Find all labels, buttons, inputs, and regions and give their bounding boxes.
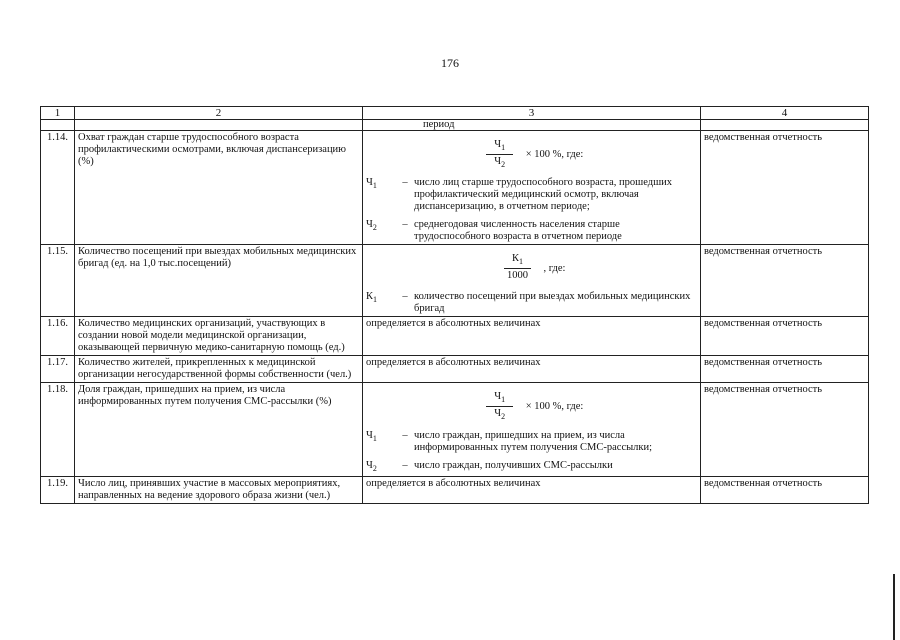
fraction-numerator [486, 138, 513, 155]
symbol-subscript: 1 [501, 143, 506, 153]
formula [366, 390, 697, 423]
data-source: ведомственная отчетность [701, 317, 869, 356]
fraction [480, 138, 520, 171]
symbol-subscript: 2 [501, 160, 506, 170]
fraction-denominator [494, 155, 505, 171]
row-number: 1.16. [41, 317, 75, 356]
definition-dash: – [402, 177, 408, 189]
definition [366, 291, 697, 315]
symbol: Ч [366, 429, 373, 441]
calculation-method: определяется в абсолютных величинах [363, 317, 701, 356]
indicators-table [40, 106, 869, 504]
symbol: Ч [494, 156, 502, 168]
row-number: 1.18. [41, 383, 75, 476]
header-row [41, 107, 869, 120]
symbol-subscript: 1 [373, 295, 378, 305]
row-number: 1.19. [41, 476, 75, 503]
continuation-text: период [363, 120, 701, 131]
fraction-denominator [507, 269, 528, 285]
definition-text: число лиц старше трудоспособного возраста, прошедших профилактический медицинский осмотр, включая диспансеризацию, в отчетном периоде; [414, 177, 673, 213]
formula-suffix: × 100 %, где: [525, 400, 584, 412]
row-number: 1.15. [41, 245, 75, 317]
data-source: ведомственная отчетность [701, 131, 869, 245]
fraction-denominator [494, 407, 505, 423]
fraction-numerator [504, 252, 531, 269]
definition-symbol [366, 177, 396, 213]
formula-suffix: × 100 %, где: [525, 148, 584, 160]
page-number: 176 [441, 56, 459, 70]
table-row [41, 476, 869, 503]
symbol-subscript: 2 [372, 223, 377, 233]
symbol: Ч [494, 139, 502, 150]
continuation-row [41, 120, 869, 131]
definition-symbol [366, 219, 396, 243]
fraction-numerator [486, 390, 513, 407]
symbol-subscript: 1 [372, 433, 377, 443]
indicator-name: Количество посещений при выездах мобильных медицинских бригад (ед. на 1,0 тыс.посещений) [75, 245, 363, 317]
calculation-method [363, 131, 701, 245]
symbol: К [512, 253, 520, 265]
definition-dash: – [402, 429, 408, 441]
symbol: Ч [494, 391, 502, 403]
indicator-name: Количество жителей, прикрепленных к медицинской организации негосударственной формы собственности (чел.) [75, 356, 363, 383]
symbol-subscript: 1 [372, 181, 377, 191]
calculation-method: определяется в абсолютных величинах [363, 356, 701, 383]
symbol: К [366, 291, 374, 303]
calculation-method: определяется в абсолютных величинах [363, 476, 701, 503]
data-source: ведомственная отчетность [701, 383, 869, 476]
row-number: 1.17. [41, 356, 75, 383]
symbol: Ч [494, 408, 502, 420]
indicator-name: Число лиц, принявших участие в массовых мероприятиях, направленных на ведение здорового образа жизни (чел.) [75, 476, 363, 503]
calculation-method [363, 245, 701, 317]
symbol: Ч [366, 219, 373, 231]
header-cell-1: 1 [41, 107, 75, 120]
data-source: ведомственная отчетность [701, 356, 869, 383]
header-cell-3: 3 [363, 107, 701, 120]
definition-symbol [366, 430, 396, 454]
symbol-subscript: 1 [501, 395, 506, 405]
formula-suffix: , где: [543, 262, 566, 274]
definition [366, 177, 697, 213]
symbol-subscript: 2 [372, 463, 377, 473]
data-source: ведомственная отчетность [701, 476, 869, 503]
definition [366, 430, 697, 454]
definition [366, 460, 697, 475]
definition-symbol [366, 291, 396, 315]
definition-dash: – [402, 291, 408, 303]
definition-dash: – [402, 219, 408, 231]
definition [366, 219, 697, 243]
fraction [480, 390, 520, 423]
formula [366, 252, 697, 285]
indicator-name: Количество медицинских организаций, участвующих в создании новой модели медицинской организации, оказывающей первичную медико-санитарную помощь (ед.) [75, 317, 363, 356]
data-source: ведомственная отчетность [701, 245, 869, 317]
table-row [41, 131, 869, 245]
calculation-method [363, 383, 701, 476]
header-cell-2: 2 [75, 107, 363, 120]
definition-dash: – [402, 459, 408, 471]
row-number: 1.14. [41, 131, 75, 245]
table-row [41, 356, 869, 383]
definition-text: число граждан, получивших СМС-рассылки [414, 459, 613, 471]
table-row [41, 245, 869, 317]
symbol: 1000 [507, 270, 529, 282]
margin-mark [893, 574, 895, 640]
table-row [41, 317, 869, 356]
symbol-subscript: 2 [501, 412, 506, 422]
symbol: Ч [366, 177, 373, 189]
definition-text: число граждан, пришедших на прием, из числа информированных путем получения СМС-рассылки; [414, 429, 653, 453]
indicator-name: Охват граждан старше трудоспособного возраста профилактическими осмотрами, включая диспансеризацию (%) [75, 131, 363, 245]
table-row [41, 383, 869, 476]
formula [366, 138, 697, 171]
fraction [498, 252, 538, 285]
symbol-subscript: 1 [519, 257, 524, 267]
definition-text: среднегодовая численность населения старше трудоспособного возраста в отчетном периоде [414, 219, 622, 243]
indicator-name: Доля граждан, пришедших на прием, из числа информированных путем получения СМС-рассылки (%) [75, 383, 363, 476]
definition-symbol [366, 460, 396, 475]
symbol: Ч [366, 459, 373, 471]
definition-text: количество посещений при выездах мобильных медицинских бригад [414, 291, 691, 315]
header-cell-4: 4 [701, 107, 869, 120]
